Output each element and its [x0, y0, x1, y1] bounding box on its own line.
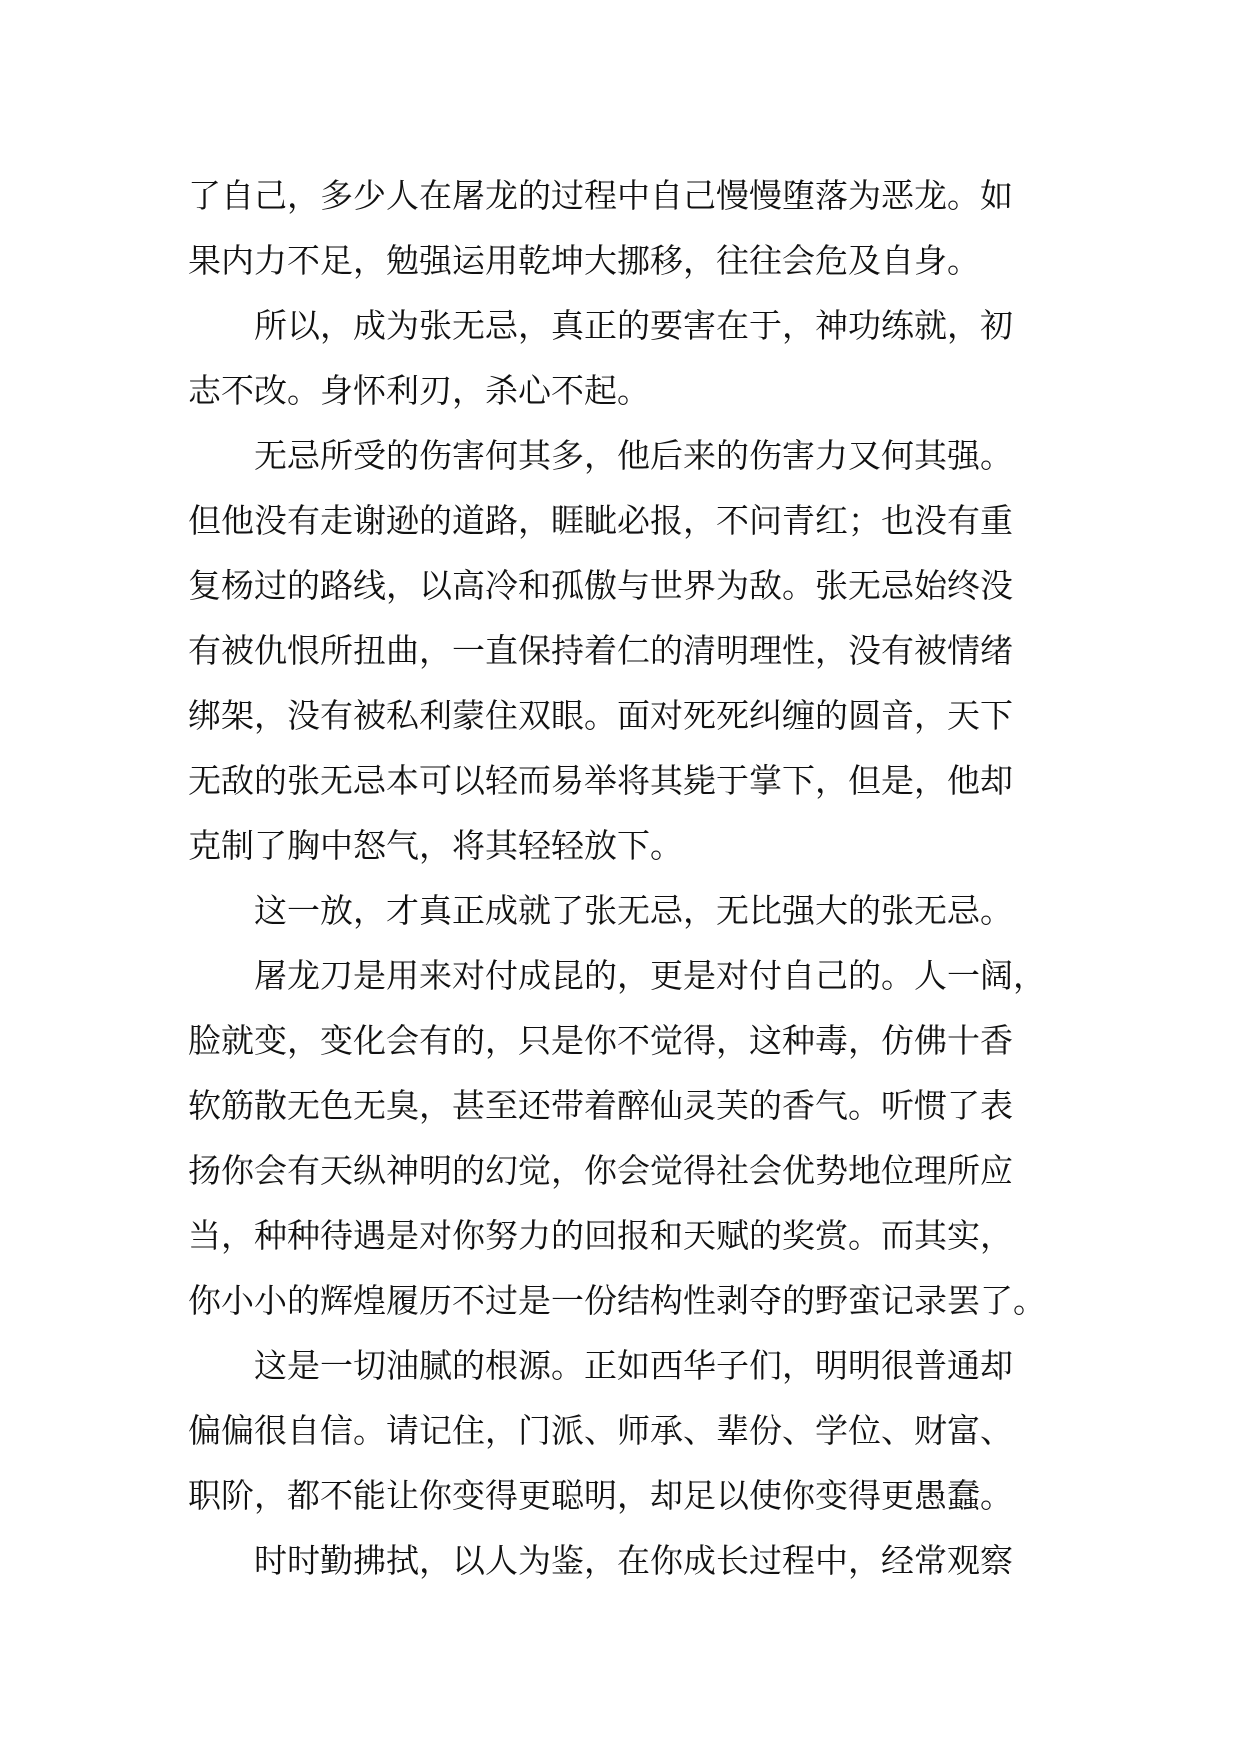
text-line: 偏偏很自信。请记住，门派、师承、辈份、学位、财富、 — [188, 1411, 1013, 1450]
text-line: 所以，成为张无忌，真正的要害在于，神功练就，初 — [254, 306, 1013, 345]
paragraph — [188, 423, 1088, 878]
text-line: 你小小的辉煌履历不过是一份结构性剥夺的野蛮记录罢了。 — [188, 1281, 1046, 1320]
text-line: 复杨过的路线，以高冷和孤傲与世界为敌。张无忌始终没 — [188, 566, 1013, 605]
paragraph — [188, 943, 1088, 1333]
paragraph — [188, 878, 1088, 943]
text-line: 但他没有走谢逊的道路，睚眦必报，不问青红；也没有重 — [188, 501, 1013, 540]
body-text — [188, 163, 1088, 1593]
text-line: 了自己，多少人在屠龙的过程中自己慢慢堕落为恶龙。如 — [188, 176, 1013, 215]
text-line: 当，种种待遇是对你努力的回报和天赋的奖赏。而其实， — [188, 1216, 1013, 1255]
paragraph — [188, 293, 1088, 423]
paragraph — [188, 1528, 1088, 1593]
text-line: 绑架，没有被私利蒙住双眼。面对死死纠缠的圆音，天下 — [188, 696, 1013, 735]
text-line: 这一放，才真正成就了张无忌，无比强大的张无忌。 — [254, 891, 1013, 930]
text-line: 无忌所受的伤害何其多，他后来的伤害力又何其强。 — [254, 436, 1013, 475]
text-line: 克制了胸中怒气，将其轻轻放下。 — [188, 826, 683, 865]
text-line: 果内力不足，勉强运用乾坤大挪移，往往会危及自身。 — [188, 241, 980, 280]
paragraph — [188, 1333, 1088, 1528]
paragraph — [188, 163, 1088, 293]
text-line: 软筋散无色无臭，甚至还带着醉仙灵芙的香气。听惯了表 — [188, 1086, 1013, 1125]
text-line: 这是一切油腻的根源。正如西华子们，明明很普通却 — [254, 1346, 1013, 1385]
text-line: 脸就变，变化会有的，只是你不觉得，这种毒，仿佛十香 — [188, 1021, 1013, 1060]
text-line: 有被仇恨所扭曲，一直保持着仁的清明理性，没有被情绪 — [188, 631, 1013, 670]
text-line: 屠龙刀是用来对付成昆的，更是对付自己的。人一阔， — [254, 956, 1046, 995]
text-line: 无敌的张无忌本可以轻而易举将其毙于掌下，但是，他却 — [188, 761, 1013, 800]
text-line: 志不改。身怀利刃，杀心不起。 — [188, 371, 650, 410]
text-line: 职阶，都不能让你变得更聪明，却足以使你变得更愚蠢。 — [188, 1476, 1013, 1515]
text-line: 时时勤拂拭，以人为鉴，在你成长过程中，经常观察 — [254, 1541, 1013, 1580]
text-line: 扬你会有天纵神明的幻觉，你会觉得社会优势地位理所应 — [188, 1151, 1013, 1190]
